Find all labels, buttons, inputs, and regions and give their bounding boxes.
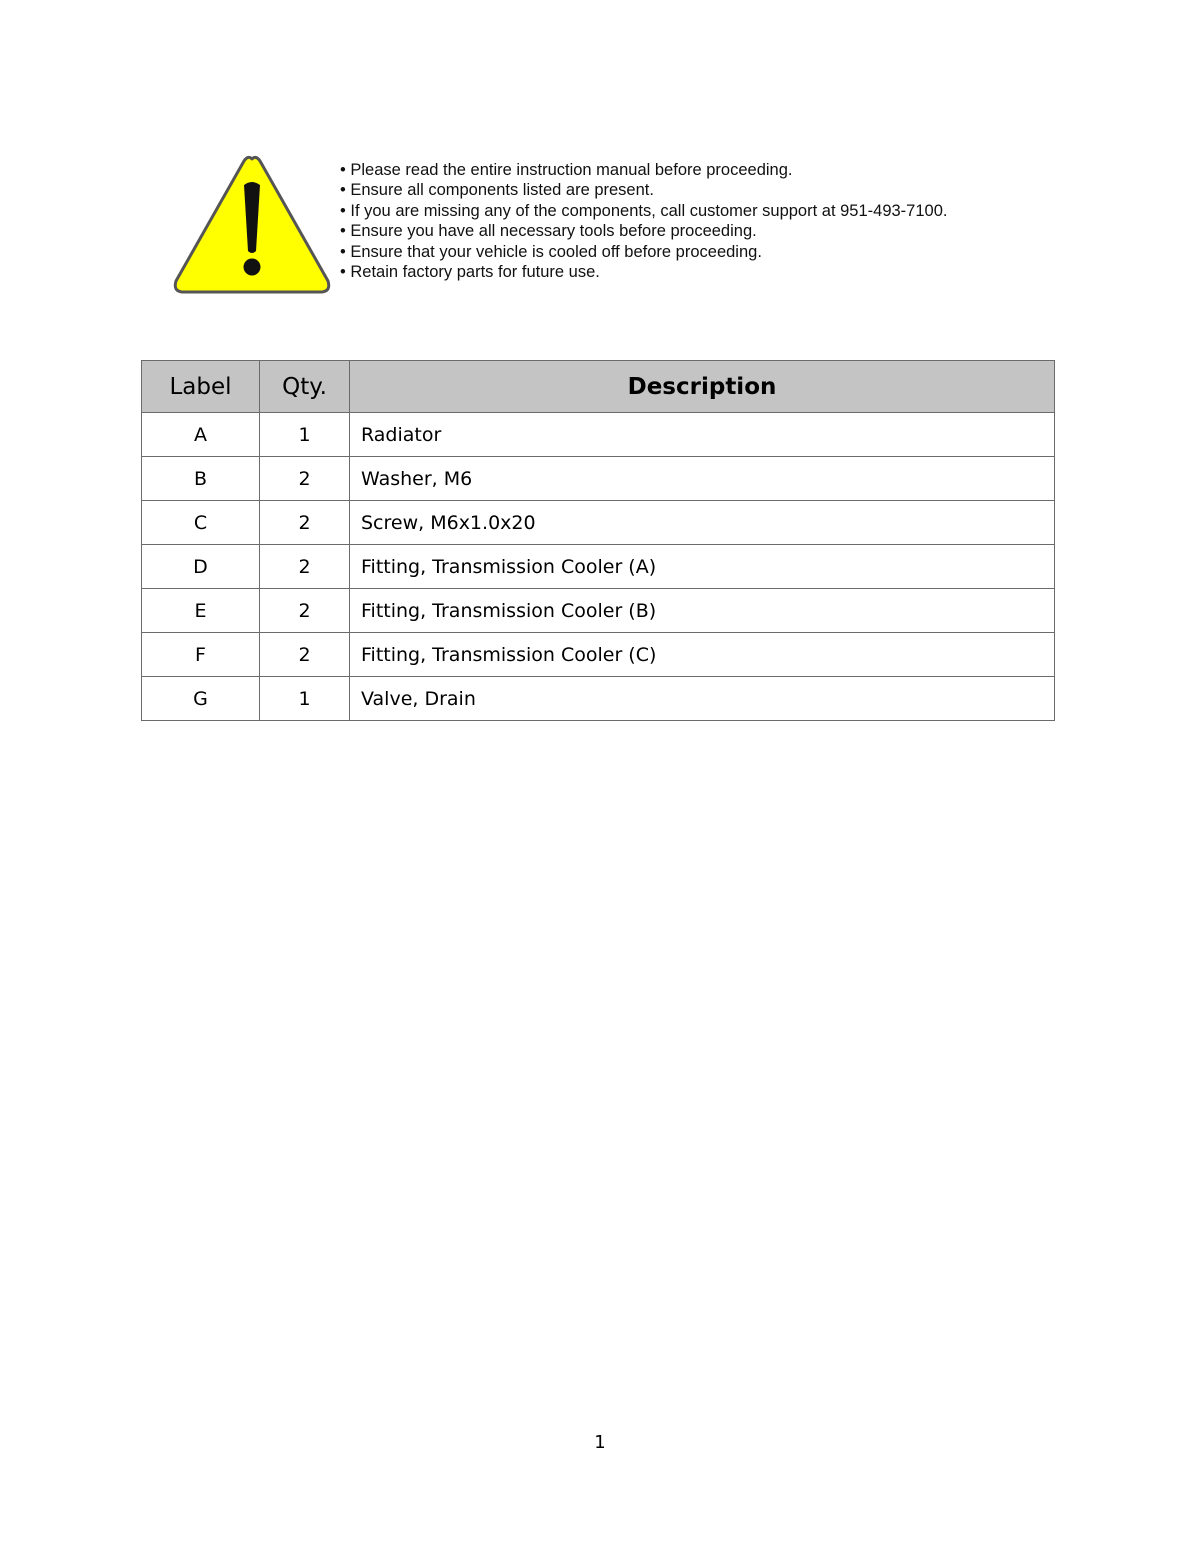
- cell-description: Fitting, Transmission Cooler (C): [350, 633, 1055, 677]
- cell-qty: 1: [260, 677, 350, 721]
- warning-note: • Ensure all components listed are present.: [340, 180, 947, 200]
- warning-note: • Retain factory parts for future use.: [340, 262, 947, 282]
- header-qty: Qty.: [260, 361, 350, 413]
- cell-description: Radiator: [350, 413, 1055, 457]
- cell-description: Fitting, Transmission Cooler (A): [350, 545, 1055, 589]
- page-number: 1: [594, 1432, 606, 1453]
- warning-note: • Ensure you have all necessary tools before proceeding.: [340, 221, 947, 241]
- parts-table: [141, 360, 1055, 721]
- cell-description: Valve, Drain: [350, 677, 1055, 721]
- cell-qty: 2: [260, 589, 350, 633]
- table-row: [142, 589, 1055, 633]
- cell-description: Screw, M6x1.0x20: [350, 501, 1055, 545]
- warning-note: • If you are missing any of the components, call customer support at 951-493-7100.: [340, 201, 947, 221]
- table-row: [142, 545, 1055, 589]
- header-label: Label: [142, 361, 260, 413]
- cell-label: F: [142, 633, 260, 677]
- cell-label: A: [142, 413, 260, 457]
- table-header-row: [142, 361, 1055, 413]
- warning-triangle-icon: [172, 153, 332, 295]
- cell-label: B: [142, 457, 260, 501]
- warning-note: • Ensure that your vehicle is cooled off before proceeding.: [340, 242, 947, 262]
- cell-description: Fitting, Transmission Cooler (B): [350, 589, 1055, 633]
- cell-qty: 2: [260, 501, 350, 545]
- cell-qty: 2: [260, 457, 350, 501]
- table-row: [142, 633, 1055, 677]
- table-row: [142, 413, 1055, 457]
- table-row: [142, 457, 1055, 501]
- cell-label: C: [142, 501, 260, 545]
- table-row: [142, 501, 1055, 545]
- cell-qty: 1: [260, 413, 350, 457]
- cell-description: Washer, M6: [350, 457, 1055, 501]
- header-description: Description: [350, 361, 1055, 413]
- warning-notes: [340, 160, 947, 282]
- cell-label: D: [142, 545, 260, 589]
- cell-label: G: [142, 677, 260, 721]
- cell-qty: 2: [260, 545, 350, 589]
- cell-label: E: [142, 589, 260, 633]
- table-row: [142, 677, 1055, 721]
- cell-qty: 2: [260, 633, 350, 677]
- warning-note: • Please read the entire instruction manual before proceeding.: [340, 160, 947, 180]
